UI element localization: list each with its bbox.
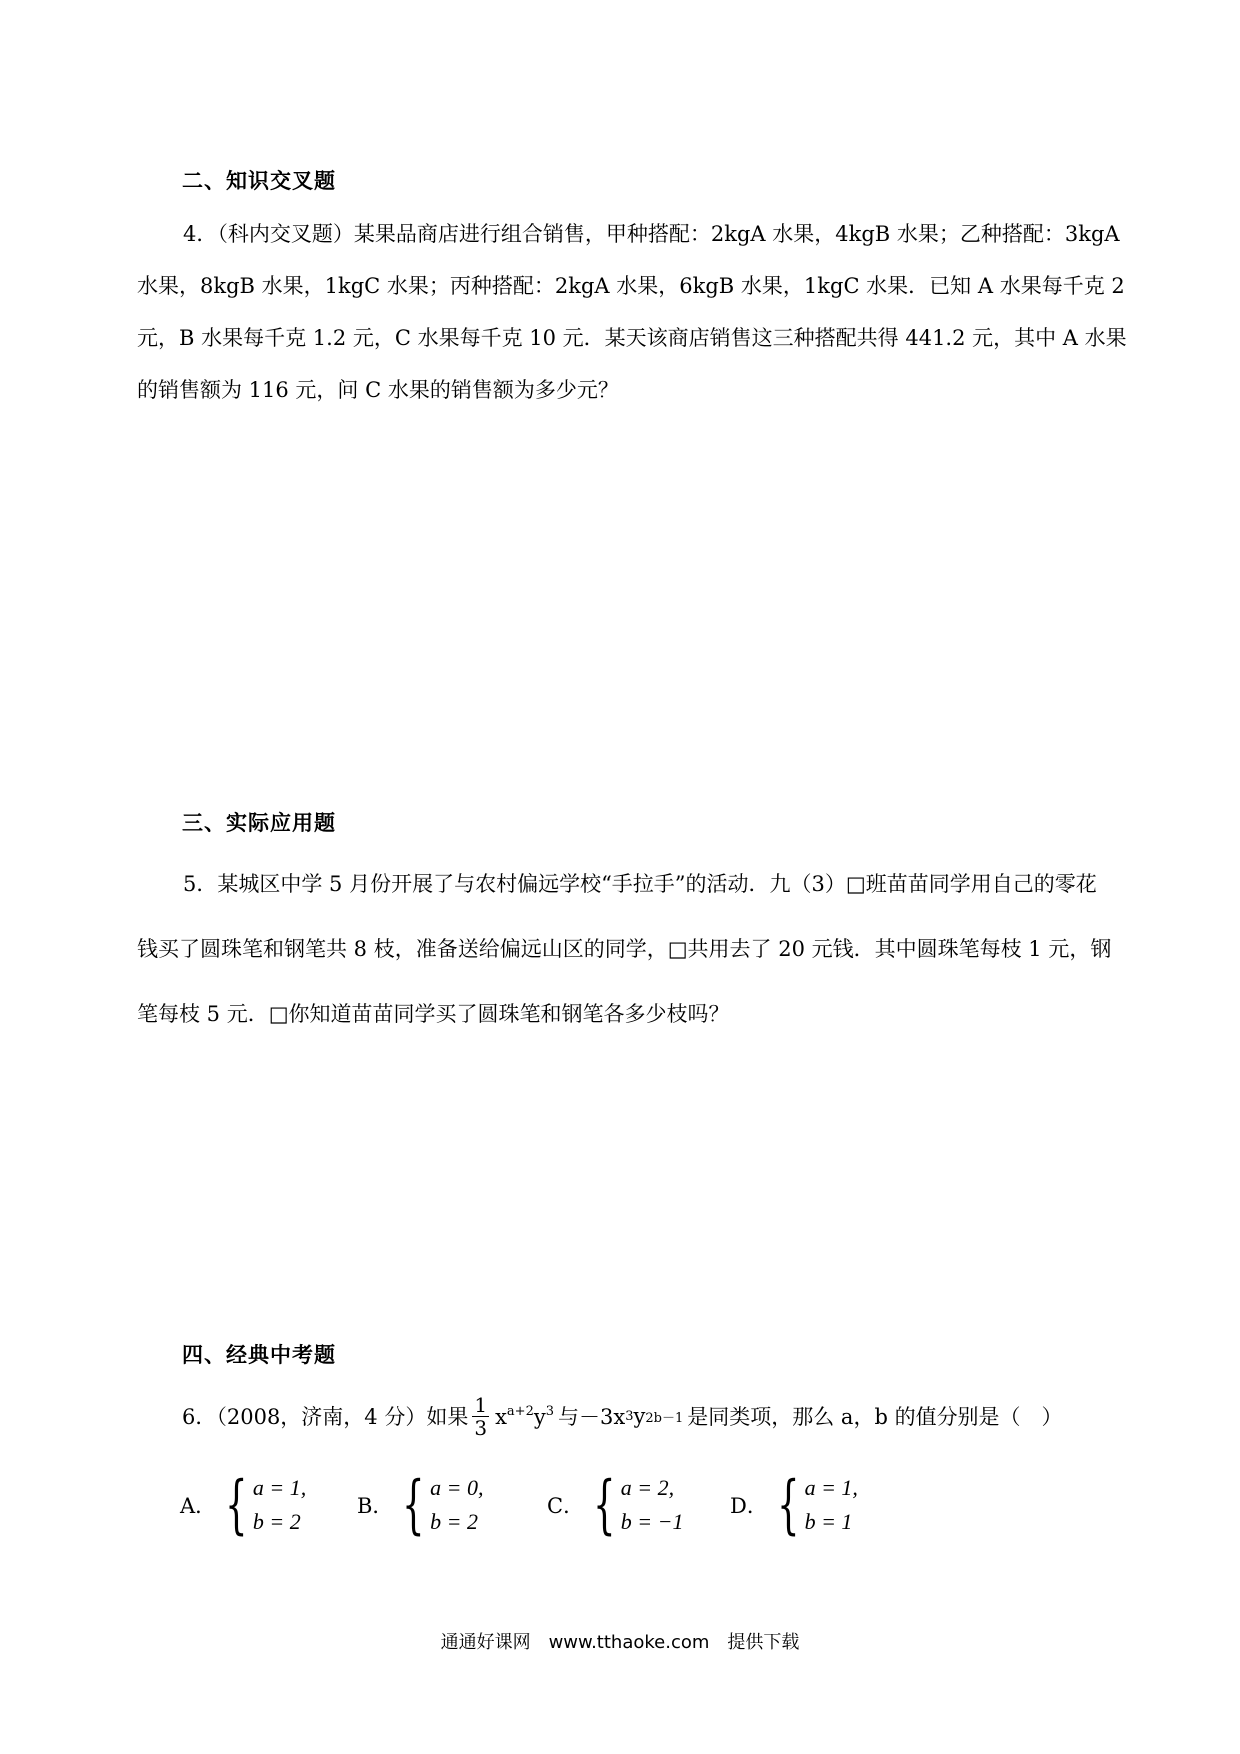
term-2-y-exponent: 2b－1 xyxy=(645,1410,684,1426)
question-5-line-3: 笔每枝 5 元．□你知道苗苗同学买了圆珠笔和钢笔各多少枝吗？ xyxy=(137,1002,730,1026)
option-a-eq-2: b = 2 xyxy=(252,1509,301,1534)
option-a-eq-1: a = 1, xyxy=(252,1475,307,1500)
option-c-eq-2: b = −1 xyxy=(620,1509,684,1534)
term-1-x-exponent: a+2 xyxy=(506,1403,534,1419)
option-c-label: C． xyxy=(547,1494,585,1518)
option-b-system xyxy=(430,1471,483,1539)
term-1-y-exponent: 3 xyxy=(545,1403,554,1419)
term-2-y: y xyxy=(633,1404,646,1428)
option-b-eq-2: b = 2 xyxy=(430,1509,479,1534)
option-c-eq-1: a = 2, xyxy=(620,1475,675,1500)
option-d-eq-1: a = 1, xyxy=(804,1475,858,1500)
fraction-denominator: 3 xyxy=(474,1415,488,1440)
section-title-practical-application: 三、实际应用题 xyxy=(182,811,336,835)
question-4 xyxy=(137,208,1127,416)
question-6-prefix: 6．（2008，济南，4 分）如果 xyxy=(182,1405,469,1429)
option-b[interactable] xyxy=(357,1470,484,1540)
question-6-suffix: 是同类项，那么 a，b 的值分别是（ ） xyxy=(687,1405,1063,1429)
fraction-one-third xyxy=(472,1394,489,1439)
term-1 xyxy=(495,1404,554,1429)
brace-icon: { xyxy=(593,1468,616,1542)
section-title-knowledge-cross: 二、知识交叉题 xyxy=(182,169,336,193)
option-a[interactable] xyxy=(180,1470,306,1540)
page-footer: 通通好课网 www.tthaoke.com 提供下载 xyxy=(440,1632,800,1653)
brace-icon: { xyxy=(777,1468,800,1542)
fraction-numerator: 1 xyxy=(474,1392,488,1417)
section-title-classic-exam: 四、经典中考题 xyxy=(182,1343,336,1367)
option-c-system xyxy=(621,1471,684,1539)
question-4-line-3: 元，B 水果每千克 1.2 元，C 水果每千克 10 元．某天该商店销售这三种搭配共得 441.2 元，其中 A 水果 xyxy=(137,326,1127,350)
question-4-line-1: 4．（科内交叉题）某果品商店进行组合销售，甲种搭配：2kgA 水果，4kgB 水果；乙种搭配：3kgA xyxy=(183,222,1120,246)
option-b-eq-1: a = 0, xyxy=(430,1475,484,1500)
question-5 xyxy=(137,852,1123,1047)
term-2-x-exponent: 3 xyxy=(625,1408,634,1424)
question-4-line-2: 水果，8kgB 水果，1kgC 水果；丙种搭配：2kgA 水果，6kgB 水果，1kgC 水果．已知 A 水果每千克 2 xyxy=(137,274,1125,298)
question-5-line-1: 5．某城区中学 5 月份开展了与农村偏远学校“手拉手”的活动．九（3）□班苗苗同学用自己的零花 xyxy=(183,872,1097,896)
term-1-y: y xyxy=(533,1404,546,1429)
option-d[interactable] xyxy=(730,1470,858,1540)
option-a-system xyxy=(253,1471,306,1539)
option-d-label: D． xyxy=(730,1494,768,1518)
question-6-middle: 与－3x xyxy=(558,1405,626,1429)
brace-icon: { xyxy=(402,1468,425,1542)
option-d-system xyxy=(805,1471,858,1539)
option-d-eq-2: b = 1 xyxy=(804,1509,853,1534)
option-b-label: B． xyxy=(357,1494,394,1518)
question-6 xyxy=(182,1386,1063,1446)
option-c[interactable] xyxy=(547,1470,684,1540)
option-a-label: A． xyxy=(180,1494,217,1518)
question-4-line-4: 的销售额为 116 元，问 C 水果的销售额为多少元？ xyxy=(137,378,619,402)
term-1-x: x xyxy=(495,1404,507,1429)
brace-icon: { xyxy=(225,1468,248,1542)
question-5-line-2: 钱买了圆珠笔和钢笔共 8 枝，准备送给偏远山区的同学，□共用去了 20 元钱．其中圆珠笔每枝 1 元，钢 xyxy=(137,937,1112,961)
answer-options xyxy=(180,1470,880,1540)
